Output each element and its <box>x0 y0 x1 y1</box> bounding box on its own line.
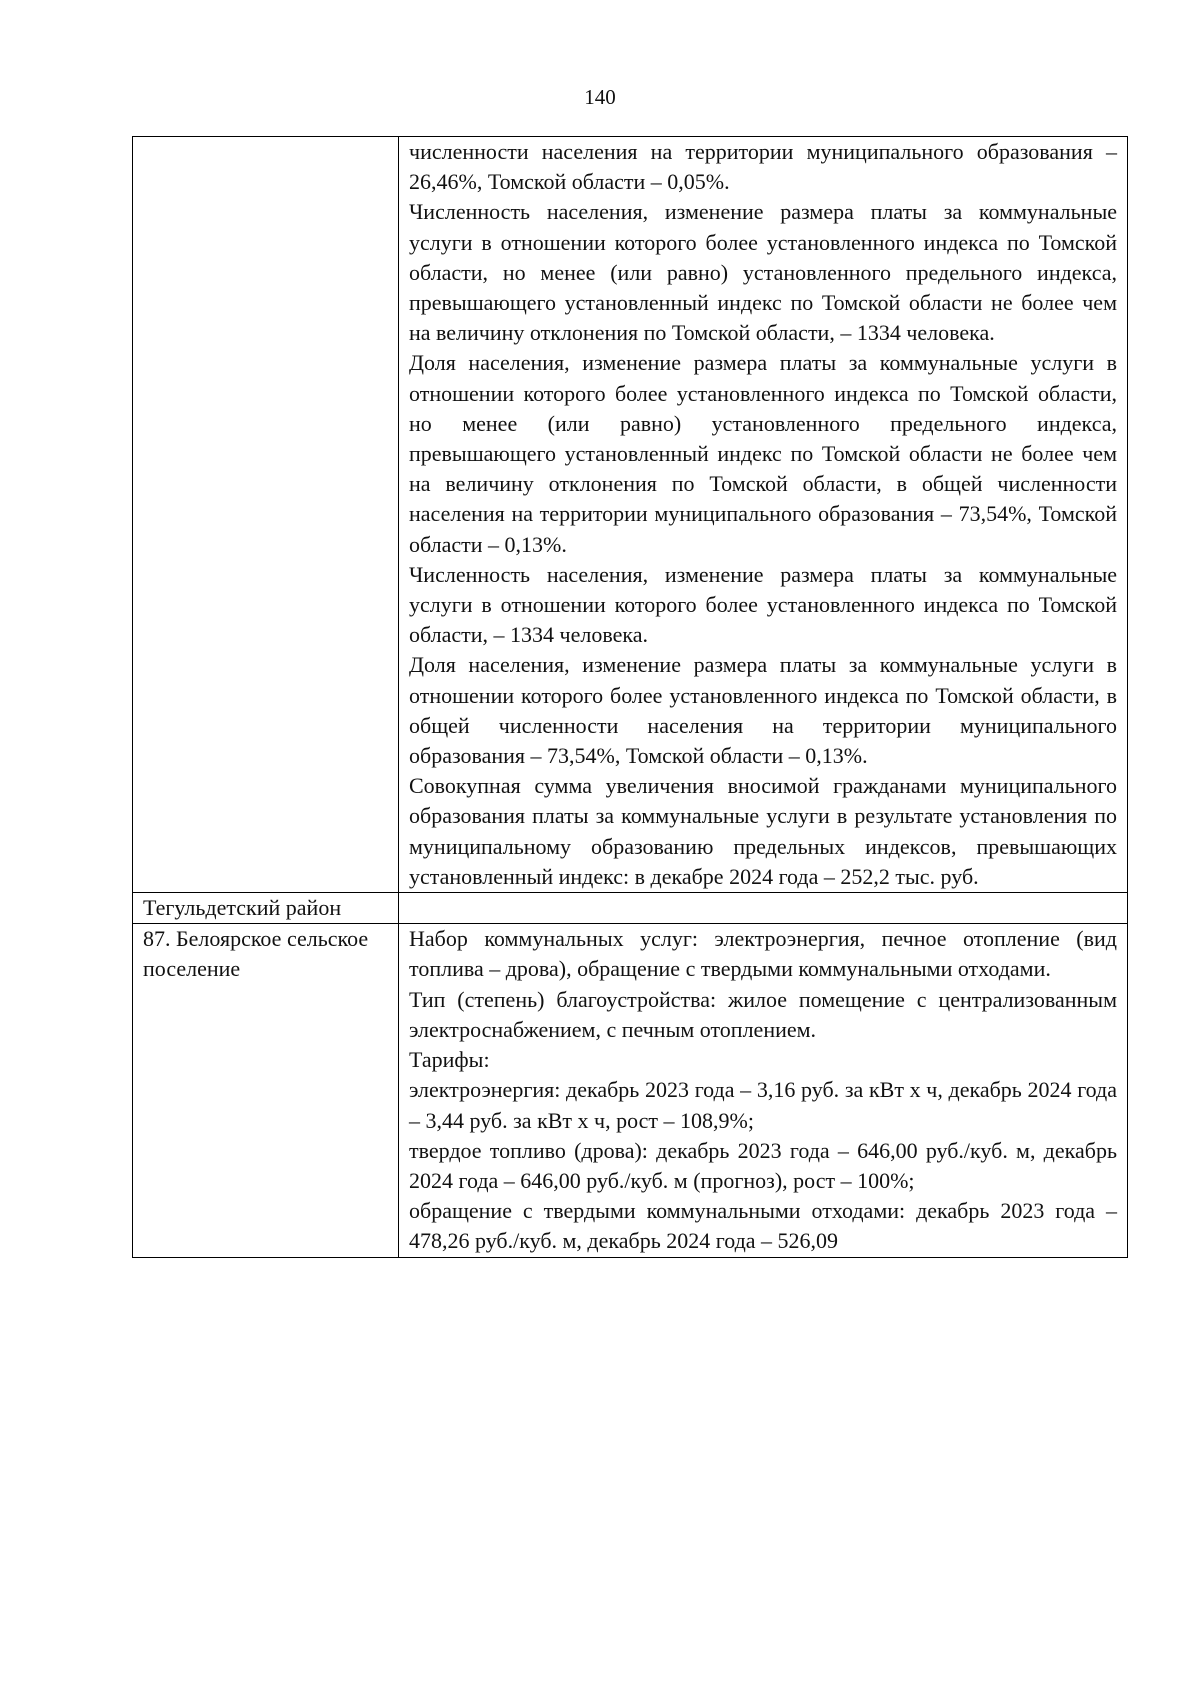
table-row <box>133 924 1128 1257</box>
page-number: 140 <box>584 85 616 109</box>
paragraph: электроэнергия: декабрь 2023 года – 3,16 руб. за кВт х ч, декабрь 2024 года – 3,44 руб. за кВт х ч, рост – 108,9%; <box>409 1077 1117 1133</box>
paragraph: Доля населения, изменение размера платы за коммунальные услуги в отношении которого более установленного индекса по Томской области, но менее (или равно) установленного предельного индекса, превышающего установленный индекс по Томской области не более чем на величину отклонения по Томской области, в общей численности населения на территории муниципального образования – 73,54%, Томской области – 0,13%. <box>409 350 1117 557</box>
description-cell <box>399 924 1128 1257</box>
paragraph: Доля населения, изменение размера платы за коммунальные услуги в отношении которого более установленного индекса по Томской области, в общей численности населения на территории муниципального образования – 73,54%, Томской области – 0,13%. <box>409 652 1117 769</box>
description-cell <box>399 137 1128 893</box>
paragraph: Набор коммунальных услуг: электроэнергия, печное отопление (вид топлива – дрова), обращение с твердыми коммунальными отходами. <box>409 926 1117 982</box>
paragraph: Тип (степень) благоустройства: жилое помещение с централизованным электроснабжением, с печным отоплением. <box>409 986 1117 1042</box>
paragraph: обращение с твердыми коммунальными отходами: декабрь 2023 года – 478,26 руб./куб. м, декабрь 2024 года – 526,09 <box>409 1198 1117 1254</box>
table-row <box>133 893 1128 924</box>
paragraph: Численность населения, изменение размера платы за коммунальные услуги в отношении которого более установленного индекса по Томской области, – 1334 человека. <box>409 561 1117 648</box>
paragraph: численности населения на территории муниципального образования – 26,46%, Томской области – 0,05%. <box>409 139 1117 195</box>
municipality-cell: 87. Белоярское сельское поселение <box>133 924 399 1257</box>
description-cell <box>399 893 1128 924</box>
municipality-cell <box>133 137 399 893</box>
municipal-table <box>132 136 1128 1258</box>
paragraph: твердое топливо (дрова): декабрь 2023 года – 646,00 руб./куб. м, декабрь 2024 года – 646,00 руб./куб. м (прогноз), рост – 100%; <box>409 1137 1117 1193</box>
paragraph: Совокупная сумма увеличения вносимой гражданами муниципального образования платы за коммунальные услуги в результате установления по муниципальному образованию предельных индексов, превышающих установленный индекс: в декабре 2024 года – 252,2 тыс. руб. <box>409 773 1117 889</box>
paragraph: Тарифы: <box>409 1047 490 1073</box>
paragraph: Численность населения, изменение размера платы за коммунальные услуги в отношении которого более установленного индекса по Томской области, но менее (или равно) установленного предельного индекса, превышающего установленный индекс по Томской области не более чем на величину отклонения по Томской области, – 1334 человека. <box>409 199 1117 346</box>
district-heading-cell: Тегульдетский район <box>133 893 399 924</box>
table-row <box>133 137 1128 893</box>
